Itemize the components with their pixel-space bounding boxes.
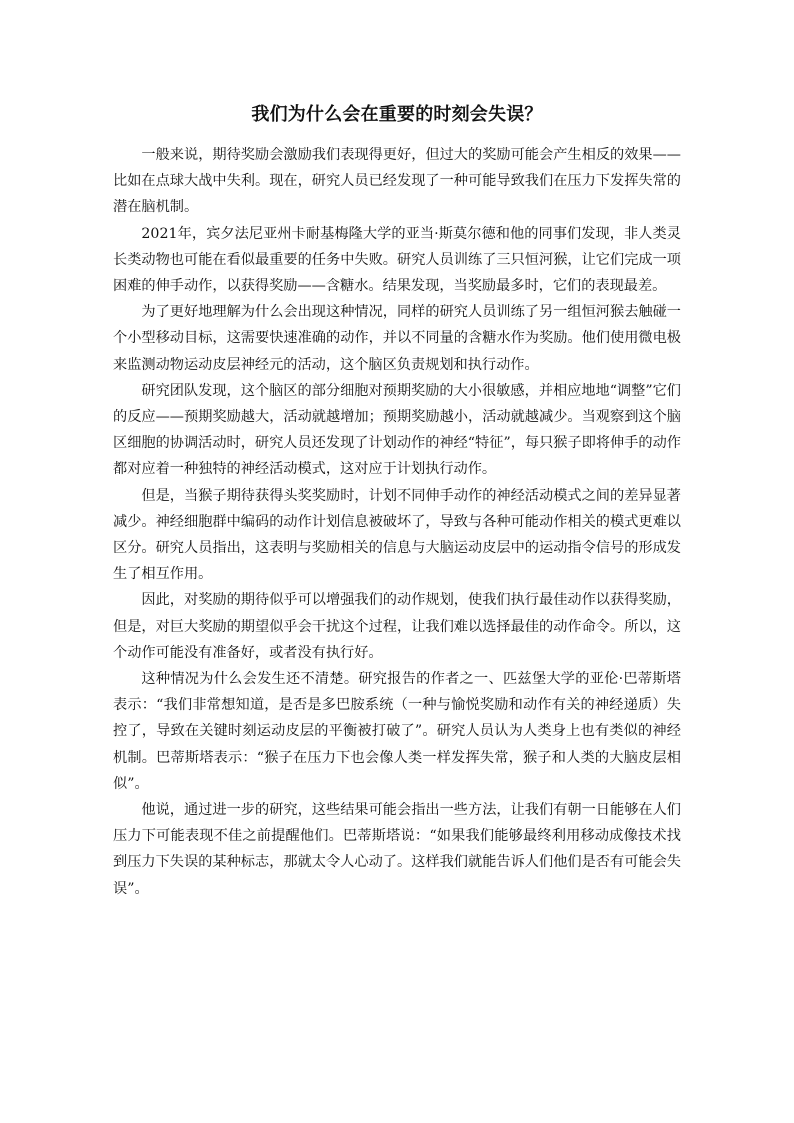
paragraph-4: 研究团队发现，这个脑区的部分细胞对预期奖励的大小很敏感，并相应地地“调整”它们的反应——预期奖励越大，活动就越增加；预期奖励越小，活动就越减少。当观察到这个脑区细胞的协调活动时，研究人员还发现了计划动作的神经“特征”，每只猴子即将伸手的动作都对应着一种独特的神经活动模式，这对应于计划执行动作。	[113, 382, 681, 478]
paragraph-3: 为了更好地理解为什么会出现这种情况，同样的研究人员训练了另一组恒河猴去触碰一个小型移动目标，这需要快速准确的动作，并以不同量的含糖水作为奖励。他们使用微电极来监测动物运动皮层神经元的活动，这个脑区负责规划和执行动作。	[113, 304, 681, 373]
document-page	[113, 98, 681, 902]
paragraph-6: 因此，对奖励的期待似乎可以增强我们的动作规划，使我们执行最佳动作以获得奖励，但是，对巨大奖励的期望似乎会干扰这个过程，让我们难以选择最佳的动作命令。所以，这个动作可能没有准备好，或者没有执行好。	[113, 592, 681, 661]
paragraph-8: 他说，通过进一步的研究，这些结果可能会指出一些方法，让我们有朝一日能够在人们压力下可能表现不佳之前提醒他们。巴蒂斯塔说：“如果我们能够最终利用移动成像技术找到压力下失误的某种标志，那就太令人心动了。这样我们就能告诉人们他们是否有可能会失误”。	[113, 802, 681, 897]
article-title: 我们为什么会在重要的时刻会失误？	[251, 104, 543, 125]
paragraph-2: 2021年，宾夕法尼亚州卡耐基梅隆大学的亚当·斯莫尔德和他的同事们发现，非人类灵长类动物也可能在看似最重要的任务中失败。研究人员训练了三只恒河猴，让它们完成一项困难的伸手动作，以获得奖励——含糖水。结果发现，当奖励最多时，它们的表现最差。	[113, 225, 681, 295]
paragraph-1: 一般来说，期待奖励会激励我们表现得更好，但过大的奖励可能会产生相反的效果——比如在点球大战中失利。现在，研究人员已经发现了一种可能导致我们在压力下发挥失常的潜在脑机制。	[113, 147, 681, 216]
paragraph-7: 这种情况为什么会发生还不清楚。研究报告的作者之一、匹兹堡大学的亚伦·巴蒂斯塔表示：“我们非常想知道，是否是多巴胺系统（一种与愉悦奖励和动作有关的神经递质）失控了，导致在关键时刻运动皮层的平衡被打破了”。研究人员认为人类身上也有类似的神经机制。巴蒂斯塔表示：“猴子在压力下也会像人类一样发挥失常，猴子和人类的大脑皮层相似”。	[113, 671, 681, 792]
paragraph-5: 但是，当猴子期待获得头奖奖励时，计划不同伸手动作的神经活动模式之间的差异显著减少。神经细胞群中编码的动作计划信息被破坏了，导致与各种可能动作相关的模式更难以区分。研究人员指出，这表明与奖励相关的信息与大脑运动皮层中的运动指令信号的形成发生了相互作用。	[113, 487, 681, 583]
